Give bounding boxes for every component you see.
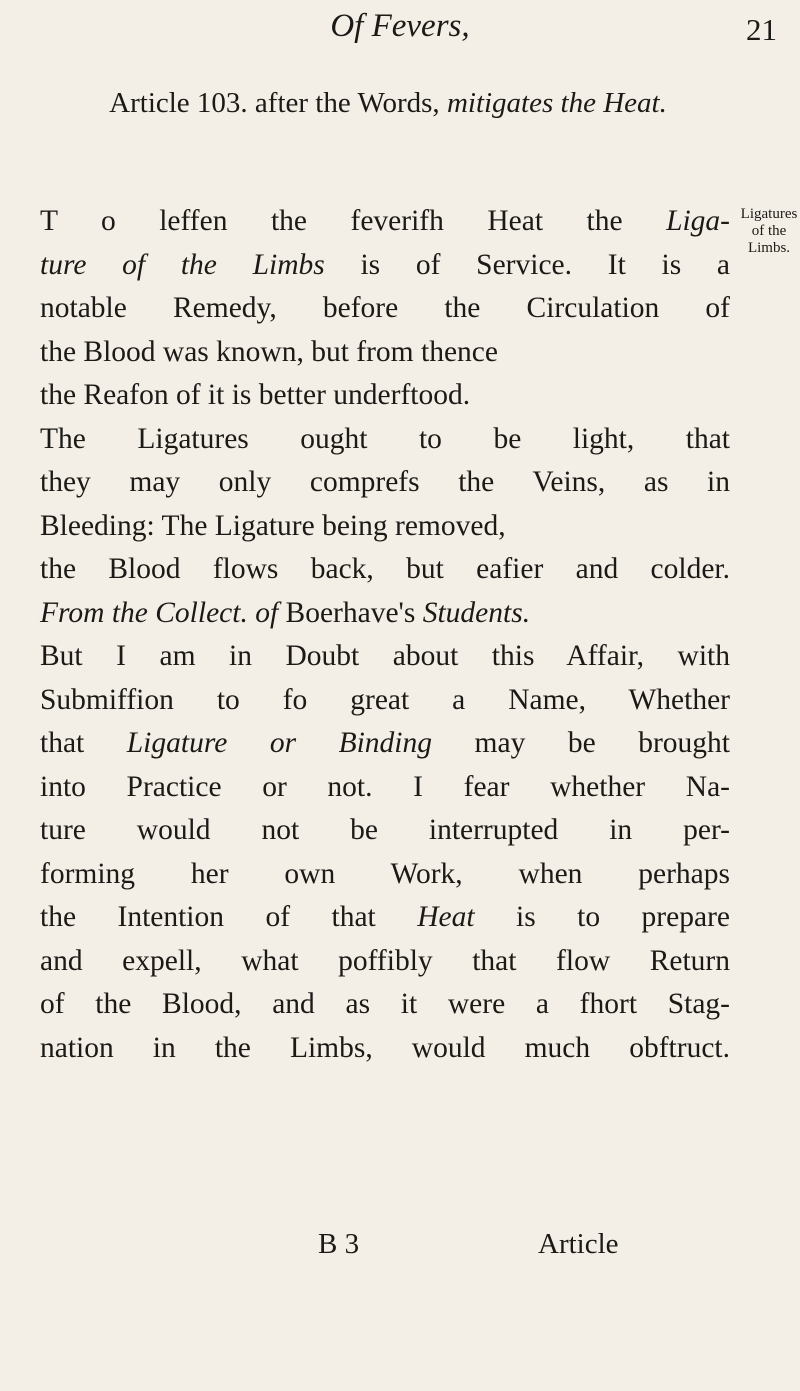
margin-note-line: Limbs. bbox=[747, 240, 791, 256]
text-line: the Intention of that Heat is to prepare bbox=[40, 901, 730, 933]
body-paragraph bbox=[40, 200, 730, 1070]
text-line: ture would not be interrupted in per- bbox=[40, 814, 730, 846]
heading-italic: mitigates the Heat. bbox=[446, 87, 667, 119]
margin-note-line: Ligatures bbox=[740, 206, 798, 222]
text-line: Submiffion to fo great a Name, Whether bbox=[40, 683, 730, 716]
text-line: notable Remedy, before the Circulation of bbox=[40, 292, 730, 324]
text-line: of the Blood, and as it were a fhort Stag- bbox=[40, 988, 730, 1020]
text-line: that Ligature or Binding may be brought bbox=[40, 727, 730, 759]
article-heading bbox=[58, 84, 718, 122]
text-line: Bleeding: The Ligature being removed, bbox=[40, 509, 506, 542]
text-line: The Ligatures ought to be light, that bbox=[40, 422, 730, 455]
text-line: From the Collect. of Boerhave's Students. bbox=[40, 596, 531, 629]
text-line: T o leffen the feverifh Heat the Liga- bbox=[40, 205, 730, 237]
margin-note-line: of the bbox=[751, 223, 787, 239]
signature-mark: B 3 bbox=[318, 1228, 360, 1260]
page-footer bbox=[0, 1228, 800, 1268]
text-line: forming her own Work, when perhaps bbox=[40, 857, 730, 890]
text-line: ture of the Limbs is of Service. It is a bbox=[40, 248, 730, 281]
text-line: nation in the Limbs, would much obftruct. bbox=[40, 1031, 730, 1064]
text-line: they may only comprefs the Veins, as in bbox=[40, 466, 730, 498]
text-line: But I am in Doubt about this Affair, with bbox=[40, 640, 730, 672]
text-line: the Blood was known, but from thence bbox=[40, 335, 498, 368]
text-line: and expell, what poffibly that flow Return bbox=[40, 944, 730, 977]
running-title: Of Fevers, bbox=[330, 8, 470, 44]
heading-prefix: Article 103. after the Words, bbox=[109, 87, 440, 119]
page-number: 21 bbox=[746, 12, 777, 47]
text-line: the Blood flows back, but eafier and colder. bbox=[40, 553, 730, 585]
text-line: the Reafon of it is better underftood. bbox=[40, 379, 471, 411]
text-line: into Practice or not. I fear whether Na- bbox=[40, 770, 730, 803]
margin-note bbox=[738, 206, 800, 257]
catchword: Article bbox=[538, 1228, 619, 1260]
